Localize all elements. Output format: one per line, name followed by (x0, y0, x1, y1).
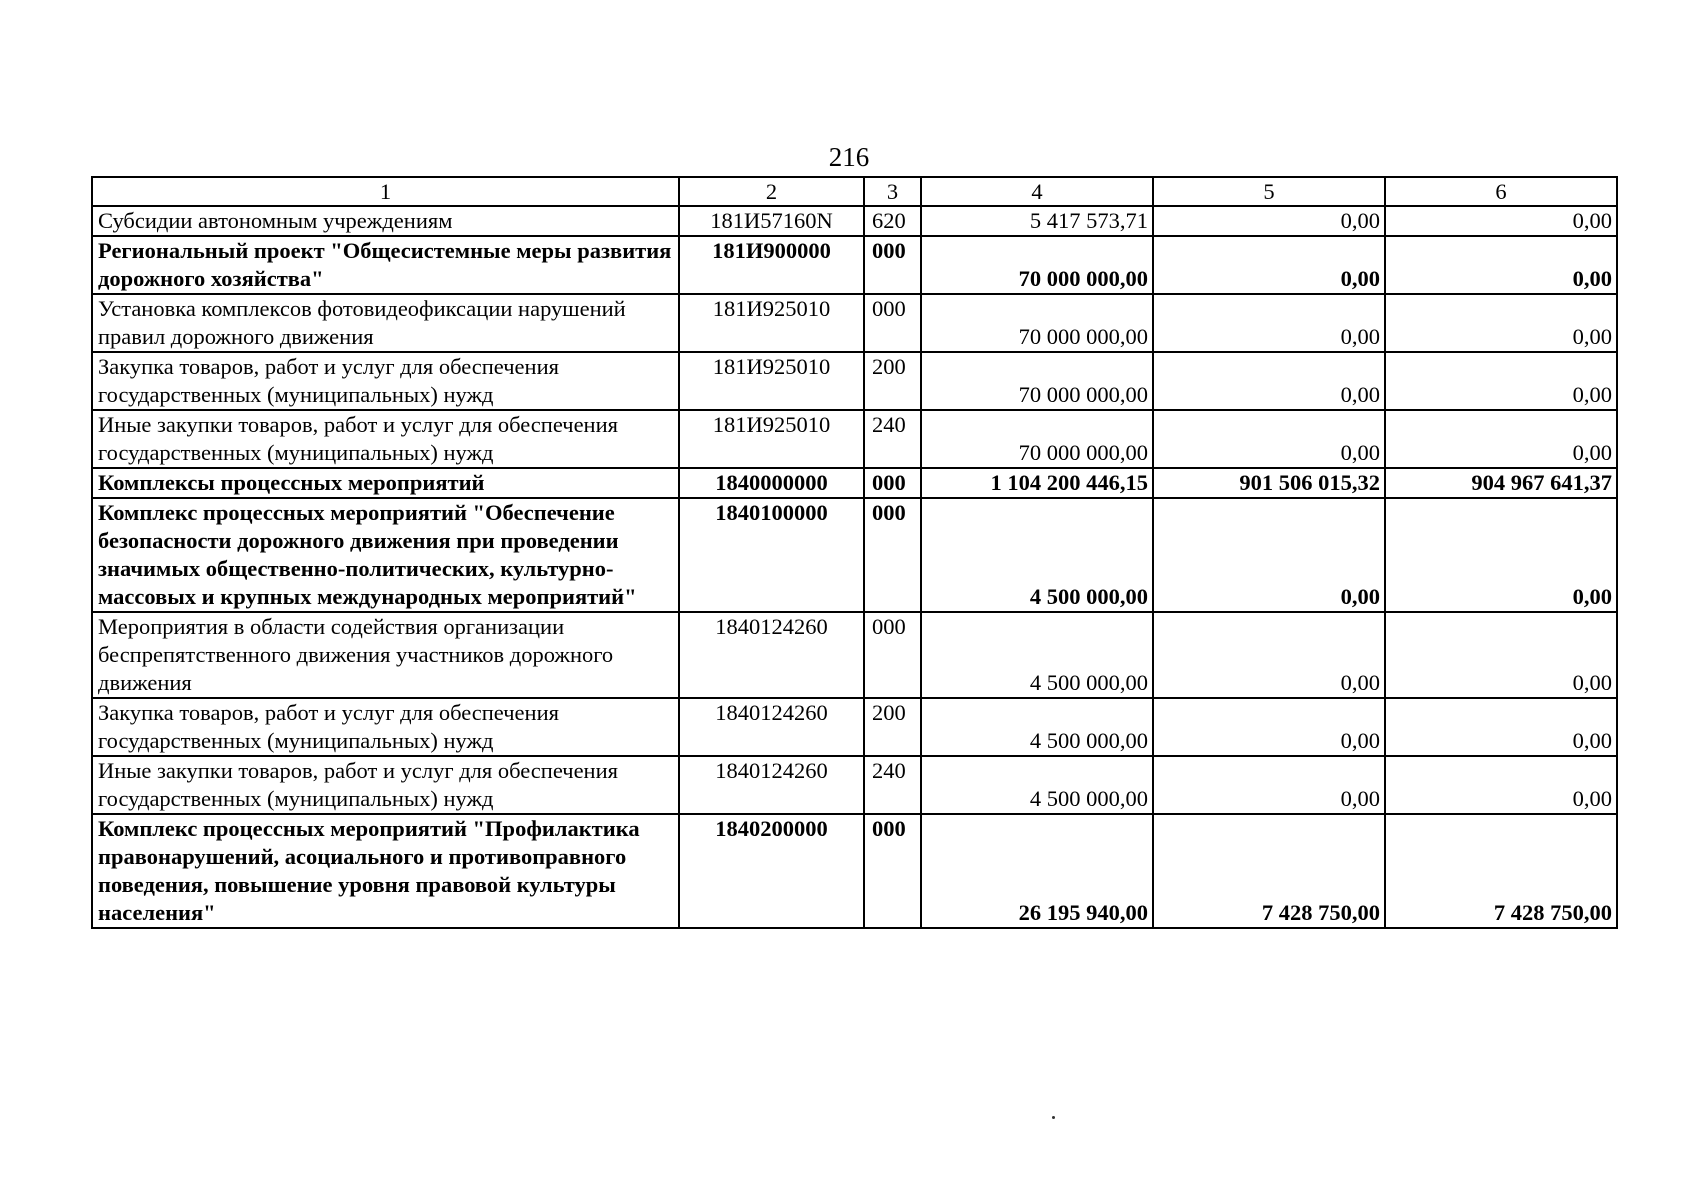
table-row (92, 352, 1617, 410)
row-type-cell: 620 (864, 206, 921, 236)
row-code-cell: 181И57160N (679, 206, 864, 236)
row-value-following-cell: 0,00 (1385, 612, 1617, 698)
table-row (92, 468, 1617, 498)
row-value-next-cell: 0,00 (1153, 612, 1385, 698)
column-header: 5 (1153, 177, 1385, 206)
table-row (92, 236, 1617, 294)
row-value-following-cell: 0,00 (1385, 352, 1617, 410)
table-header-row (92, 177, 1617, 206)
column-header: 4 (921, 177, 1153, 206)
row-value-current-cell: 4 500 000,00 (921, 498, 1153, 612)
row-name-cell: Комплекс процессных мероприятий "Профилактика правонарушений, асоциального и противоправного поведения, повышение уровня правовой культуры населения" (92, 814, 679, 928)
row-code-cell: 181И925010 (679, 294, 864, 352)
row-value-next-cell: 0,00 (1153, 294, 1385, 352)
table-row (92, 698, 1617, 756)
row-value-current-cell: 26 195 940,00 (921, 814, 1153, 928)
page-number: 216 (828, 142, 870, 172)
row-value-following-cell: 0,00 (1385, 698, 1617, 756)
column-header: 6 (1385, 177, 1617, 206)
row-name-cell: Закупка товаров, работ и услуг для обеспечения государственных (муниципальных) нужд (92, 352, 679, 410)
row-value-current-cell: 5 417 573,71 (921, 206, 1153, 236)
row-value-following-cell: 0,00 (1385, 236, 1617, 294)
table-row (92, 294, 1617, 352)
budget-table (91, 176, 1618, 929)
row-value-following-cell: 0,00 (1385, 410, 1617, 468)
row-type-cell: 240 (864, 410, 921, 468)
row-name-cell: Иные закупки товаров, работ и услуг для обеспечения государственных (муниципальных) нужд (92, 410, 679, 468)
column-header: 2 (679, 177, 864, 206)
table-row (92, 612, 1617, 698)
row-type-cell: 000 (864, 236, 921, 294)
row-type-cell: 000 (864, 814, 921, 928)
row-name-cell: Региональный проект "Общесистемные меры развития дорожного хозяйства" (92, 236, 679, 294)
row-value-next-cell: 0,00 (1153, 236, 1385, 294)
column-header: 1 (92, 177, 679, 206)
row-value-current-cell: 70 000 000,00 (921, 294, 1153, 352)
row-name-cell: Комплекс процессных мероприятий "Обеспечение безопасности дорожного движения при проведении значимых общественно-политических, культурно-массовых и крупных международных мероприятий" (92, 498, 679, 612)
row-value-next-cell: 0,00 (1153, 352, 1385, 410)
row-value-next-cell: 0,00 (1153, 410, 1385, 468)
row-code-cell: 181И925010 (679, 352, 864, 410)
row-code-cell: 1840124260 (679, 756, 864, 814)
row-name-cell: Закупка товаров, работ и услуг для обеспечения государственных (муниципальных) нужд (92, 698, 679, 756)
table-row (92, 756, 1617, 814)
row-name-cell: Субсидии автономным учреждениям (92, 206, 679, 236)
column-header: 3 (864, 177, 921, 206)
row-name-cell: Мероприятия в области содействия организации беспрепятственного движения участников дорожного движения (92, 612, 679, 698)
row-code-cell: 1840200000 (679, 814, 864, 928)
row-value-next-cell: 0,00 (1153, 498, 1385, 612)
scan-speck (1052, 1116, 1055, 1119)
row-value-next-cell: 901 506 015,32 (1153, 468, 1385, 498)
row-value-current-cell: 4 500 000,00 (921, 698, 1153, 756)
row-code-cell: 181И900000 (679, 236, 864, 294)
row-code-cell: 1840000000 (679, 468, 864, 498)
row-type-cell: 240 (864, 756, 921, 814)
table-row (92, 498, 1617, 612)
row-type-cell: 000 (864, 294, 921, 352)
row-value-current-cell: 70 000 000,00 (921, 236, 1153, 294)
row-value-following-cell: 0,00 (1385, 498, 1617, 612)
table-row (92, 206, 1617, 236)
row-value-current-cell: 70 000 000,00 (921, 410, 1153, 468)
row-type-cell: 000 (864, 612, 921, 698)
row-value-next-cell: 0,00 (1153, 756, 1385, 814)
table-row (92, 814, 1617, 928)
row-name-cell: Установка комплексов фотовидеофиксации нарушений правил дорожного движения (92, 294, 679, 352)
row-value-next-cell: 0,00 (1153, 206, 1385, 236)
row-value-current-cell: 4 500 000,00 (921, 756, 1153, 814)
table-row (92, 410, 1617, 468)
row-type-cell: 000 (864, 498, 921, 612)
row-code-cell: 1840100000 (679, 498, 864, 612)
row-value-following-cell: 0,00 (1385, 294, 1617, 352)
row-value-following-cell: 904 967 641,37 (1385, 468, 1617, 498)
row-value-following-cell: 0,00 (1385, 206, 1617, 236)
row-type-cell: 200 (864, 698, 921, 756)
row-value-current-cell: 70 000 000,00 (921, 352, 1153, 410)
row-name-cell: Комплексы процессных мероприятий (92, 468, 679, 498)
row-value-next-cell: 7 428 750,00 (1153, 814, 1385, 928)
row-value-current-cell: 4 500 000,00 (921, 612, 1153, 698)
row-code-cell: 1840124260 (679, 698, 864, 756)
row-code-cell: 1840124260 (679, 612, 864, 698)
row-value-current-cell: 1 104 200 446,15 (921, 468, 1153, 498)
row-value-following-cell: 0,00 (1385, 756, 1617, 814)
row-name-cell: Иные закупки товаров, работ и услуг для обеспечения государственных (муниципальных) нужд (92, 756, 679, 814)
row-code-cell: 181И925010 (679, 410, 864, 468)
row-type-cell: 200 (864, 352, 921, 410)
row-type-cell: 000 (864, 468, 921, 498)
row-value-next-cell: 0,00 (1153, 698, 1385, 756)
row-value-following-cell: 7 428 750,00 (1385, 814, 1617, 928)
